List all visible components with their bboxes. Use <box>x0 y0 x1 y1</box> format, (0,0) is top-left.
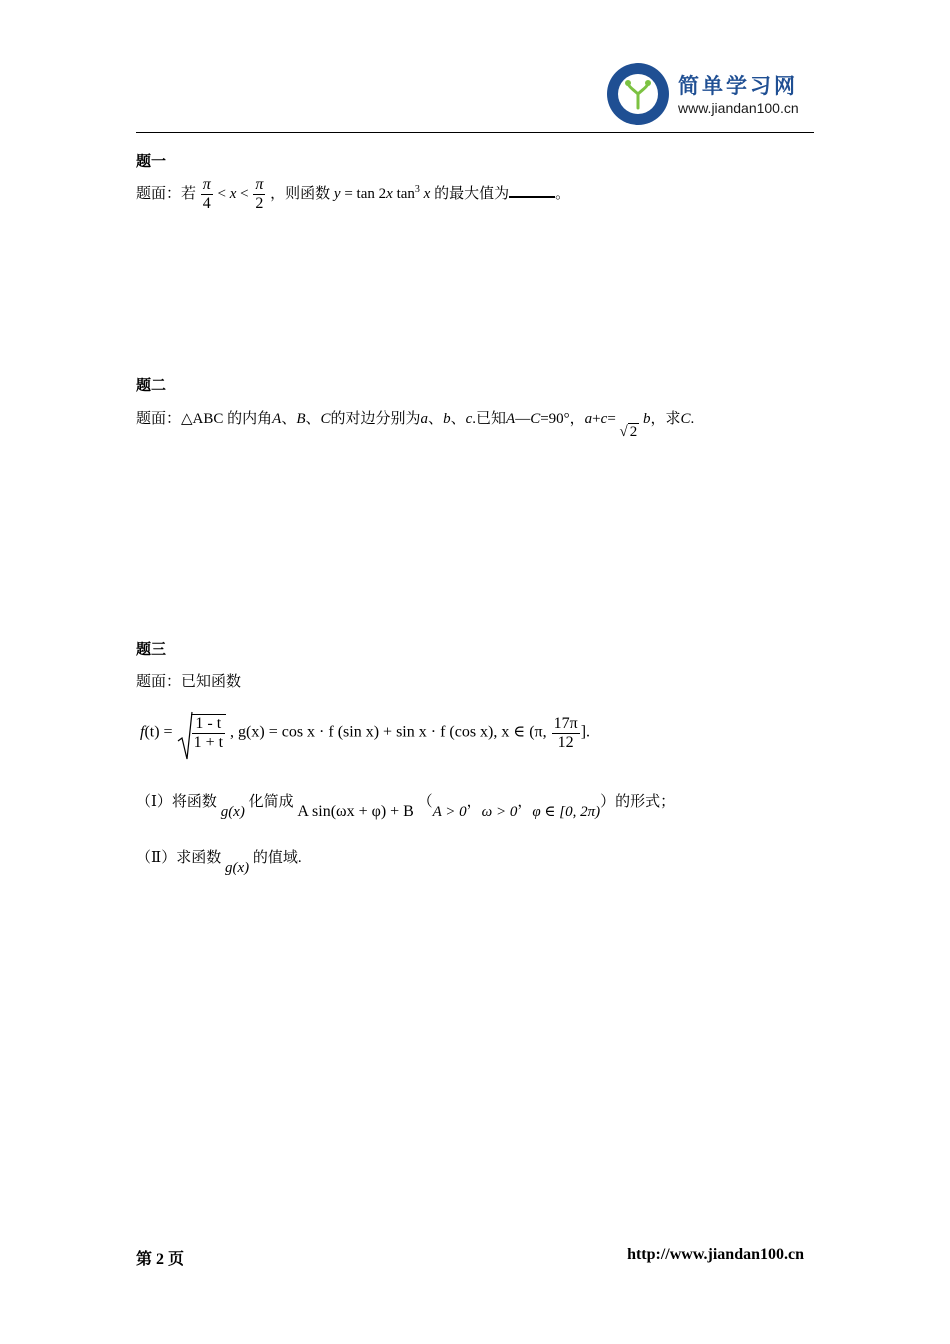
logo-brand-name: 简单学习网 <box>678 74 798 98</box>
p1-frac1-den: 4 <box>201 194 213 213</box>
p3-part2-a: （Ⅱ）求函数 <box>136 850 222 866</box>
p1-frac2-num: π <box>255 176 264 193</box>
p2-text1: 题面：△ABC 的内角 <box>136 411 273 427</box>
p3-root-den: 1 + t <box>193 734 224 751</box>
p1-frac-2 <box>253 176 265 213</box>
header-divider <box>136 132 814 133</box>
p2-sep3: 、 <box>428 411 444 427</box>
p3-comma2: ， <box>517 794 533 810</box>
page-number: 第 2 页 <box>136 1251 185 1268</box>
p3-close: ]. <box>580 723 591 741</box>
p1-expr4: x <box>419 185 431 202</box>
p1-y: y <box>333 185 341 202</box>
p2-a2: a <box>584 411 593 427</box>
p2-dot: . <box>690 411 695 427</box>
p2-text2: 的对边分别为 <box>330 411 421 427</box>
p2-eq: = <box>607 411 616 427</box>
p1-expr: = tan 2 <box>340 185 387 202</box>
p3-domain-frac <box>552 715 580 752</box>
p1-frac2-den: 2 <box>253 194 265 213</box>
p3-part2-b: 的值域. <box>252 850 302 866</box>
p2-sqrt-arg: 2 <box>629 423 638 440</box>
p2-c2: c <box>600 411 608 427</box>
p2-sep2: 、 <box>305 411 321 427</box>
p1-end: 。 <box>555 185 571 202</box>
p2-c: c <box>465 411 473 427</box>
p2-sep1: 、 <box>281 411 297 427</box>
problem2-heading: 题二 <box>136 378 167 394</box>
p1-lt2: < <box>240 185 253 202</box>
p1-suffix: 的最大值为 <box>434 185 510 202</box>
p1-prefix: 题面：若 <box>136 185 197 202</box>
p2-sep4: 、 <box>450 411 466 427</box>
p1-expr3: tan <box>392 185 415 202</box>
p2-A: A <box>272 411 282 427</box>
problem3-formula <box>140 714 590 752</box>
p1-mid: ，则函数 <box>270 185 331 202</box>
p3-cond1: A > 0 <box>432 804 467 820</box>
p2-sqrt: √ 2 <box>619 423 638 440</box>
p3-cond2: ω > 0 <box>481 804 518 820</box>
p3-part1-g: g(x) <box>220 804 245 820</box>
logo-url: www.jiandan100.cn <box>678 100 799 116</box>
answer-blank <box>509 182 555 198</box>
p1-x: x <box>229 185 237 202</box>
p2-B: B <box>296 411 306 427</box>
p3-root-frac <box>192 715 225 752</box>
p3-frac-num: 17π <box>553 714 578 732</box>
p2-text3: .已知 <box>472 411 507 427</box>
p2-b2: b <box>643 411 651 427</box>
p3-part2-g: g(x) <box>224 860 250 876</box>
p2-text5: ，求 <box>650 411 681 427</box>
footer-url: http://www.jiandan100.cn <box>627 1246 804 1263</box>
problem1-statement <box>136 176 570 213</box>
p2-C3: C <box>680 411 691 427</box>
p2-C: C <box>320 411 331 427</box>
p2-text4: =90°， <box>540 411 585 427</box>
p3-part1-a: （Ⅰ）将函数 <box>136 794 217 810</box>
p2-a: a <box>420 411 429 427</box>
problem3-part2 <box>136 846 302 876</box>
p3-f: f <box>140 723 145 741</box>
p3-part1-b: 化简成 <box>248 794 294 810</box>
p3-g-part: , g(x) = cos x · f (sin x) + sin x · f (cos x), x ∈ (π, <box>230 723 547 741</box>
p3-part1-d: ）的形式； <box>600 794 676 810</box>
p2-plus: + <box>592 411 601 427</box>
p2-C2: C <box>530 411 541 427</box>
problem3-intro: 题面：已知函数 <box>136 674 242 690</box>
problem3-heading: 题三 <box>136 642 167 658</box>
p3-part1-form: A sin(ωx + φ) + B <box>297 803 414 820</box>
p3-t-arg: (t) = <box>144 723 173 741</box>
problem3-part1 <box>136 790 676 820</box>
p3-frac-den: 12 <box>552 733 580 752</box>
p1-lt1: < <box>217 185 230 202</box>
p1-expr2: x <box>386 185 393 202</box>
p3-part1-c: （ <box>417 794 433 810</box>
p3-comma1: ， <box>466 794 482 810</box>
p3-root-num: 1 - t <box>195 715 222 732</box>
logo <box>606 62 816 130</box>
p1-frac1-num: π <box>202 176 211 193</box>
p1-frac-1 <box>201 176 213 213</box>
p3-sqrt <box>177 714 226 752</box>
p3-cond3: φ ∈ [0, 2π) <box>532 804 601 820</box>
problem2-statement <box>136 407 695 440</box>
p2-dash: — <box>515 411 531 427</box>
p1-cube: 3 <box>414 183 420 195</box>
logo-seal-icon <box>606 62 670 126</box>
sqrt-sign-icon <box>177 711 193 761</box>
problem1-heading: 题一 <box>136 154 167 170</box>
p2-b: b <box>443 411 451 427</box>
p2-A2: A <box>506 411 516 427</box>
